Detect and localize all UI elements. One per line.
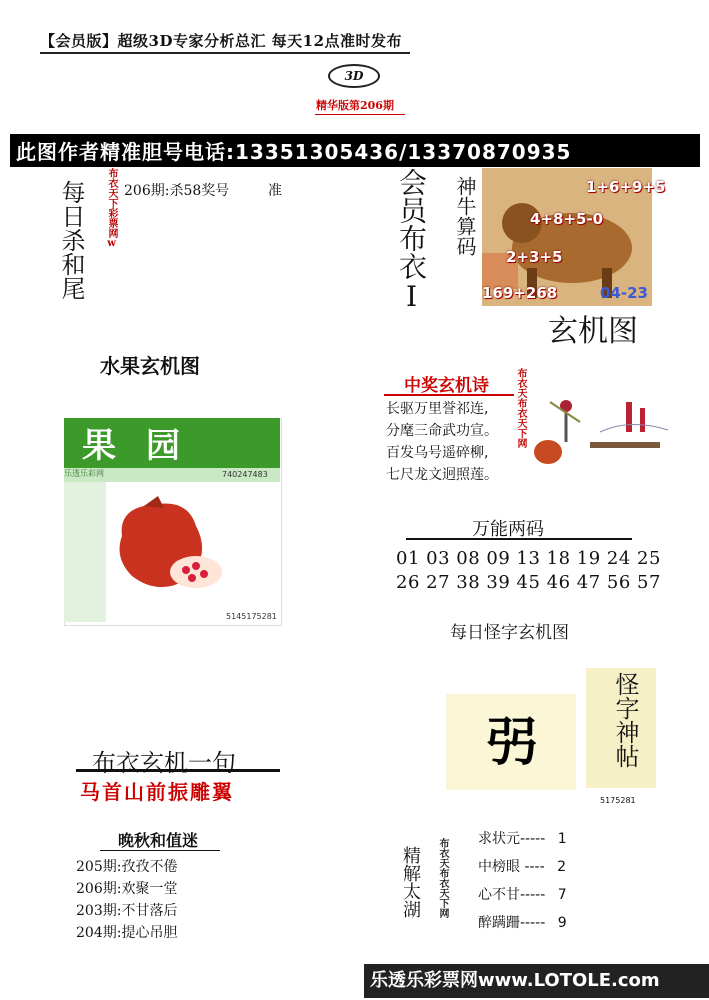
riddle-line: 206期:欢聚一堂 xyxy=(76,881,178,897)
weird-char-title: 每日怪字玄机图 xyxy=(450,623,569,643)
3d-logo: 3D xyxy=(328,64,380,88)
ox-formula-1: 1+6+9+5 xyxy=(586,178,666,196)
poem-title: 中奖玄机诗 xyxy=(404,376,489,396)
riddle-line: 204期:提心吊胆 xyxy=(76,925,178,941)
fruit-banner: 果园 xyxy=(82,426,210,466)
lake-row xyxy=(478,828,567,848)
codes-row: 01 03 08 09 13 18 19 24 25 xyxy=(396,548,661,569)
lake-site-label: 布衣天布衣天下网 xyxy=(437,838,448,918)
lake-row xyxy=(478,856,566,876)
poem-line: 百发乌号遥碎柳, xyxy=(386,445,489,461)
kill-tail-line: 206期:杀58奖号 xyxy=(124,183,230,199)
ox-formula-2: 4+8+5-0 xyxy=(530,210,604,228)
weird-glyph: 弜 xyxy=(486,712,539,773)
riddle-underline xyxy=(100,850,220,851)
phone-banner: 此图作者精准胆号电话:13351305436/13370870935 xyxy=(10,134,700,167)
fruit-title: 水果玄机图 xyxy=(100,354,200,378)
member-title: 会员布衣I xyxy=(395,168,428,313)
weird-side-text: 怪字神帖 xyxy=(611,672,639,768)
footer-watermark: 乐透乐彩票网www.LOTOLE.com xyxy=(364,964,709,998)
weird-code: 5175281 xyxy=(600,796,636,805)
xuanji-label: 玄机图 xyxy=(548,314,638,349)
page-header-title: 【会员版】超级3D专家分析总汇 每天12点准时发布 xyxy=(40,32,403,50)
kill-site-label: 布衣天下彩票网w xyxy=(106,168,117,249)
lake-title: 精解太湖 xyxy=(400,846,421,918)
issue-label: 精华版第206期 xyxy=(316,99,394,112)
archer-illustration xyxy=(530,382,670,472)
lake-row xyxy=(478,884,567,904)
fruit-code-bottom: 5145175281 xyxy=(226,612,277,621)
riddle-line: 203期:不甘落后 xyxy=(76,903,178,919)
poem-site-label: 布衣天布衣天下网 xyxy=(515,368,526,448)
kill-tail-title: 每日杀和尾 xyxy=(57,180,85,300)
poem-line: 分麾三命武功宣。 xyxy=(386,423,498,439)
riddle-title: 晚秋和值迷 xyxy=(118,831,199,850)
ox-formula-3: 2+3+5 xyxy=(506,248,563,266)
kill-tail-suffix: 准 xyxy=(268,183,282,199)
lake-row-label: 心不甘----- xyxy=(478,887,546,903)
riddle-line: 205期:孜孜不倦 xyxy=(76,859,178,875)
ox-formula-4: 169+268 xyxy=(482,284,558,302)
pomegranate-icon xyxy=(108,496,228,596)
lake-row-value: 9 xyxy=(557,915,567,931)
lake-row-value: 2 xyxy=(557,859,567,875)
lake-row-label: 醉蹒跚----- xyxy=(478,915,546,931)
buyi-title: 布衣玄机一句 xyxy=(92,749,236,777)
buyi-sentence: 马首山前振雕翼 xyxy=(80,780,234,804)
lake-row xyxy=(478,912,567,932)
fruit-strip: 乐透乐彩网 xyxy=(64,468,280,482)
poem-line: 七尺龙文迥照莲。 xyxy=(386,467,498,483)
header-divider xyxy=(40,52,410,54)
ox-image xyxy=(482,168,666,306)
poem-line: 长驱万里誉祁连, xyxy=(386,401,489,417)
lake-row-value: 1 xyxy=(557,831,567,847)
fruit-code-top: 740247483 xyxy=(222,470,268,479)
issue-underline xyxy=(315,114,405,115)
codes-row: 26 27 38 39 45 46 47 56 57 xyxy=(396,572,661,593)
ox-formula-5: 04-23 xyxy=(600,284,648,302)
codes-underline xyxy=(406,538,632,540)
buyi-underline xyxy=(76,769,280,772)
fruit-side-strip xyxy=(64,482,106,622)
lake-row-label: 求状元----- xyxy=(478,831,546,847)
codes-title: 万能两码 xyxy=(472,519,544,540)
lake-row-label: 中榜眼 ---- xyxy=(478,859,545,875)
lake-row-value: 7 xyxy=(557,887,567,903)
ox-title: 神牛算码 xyxy=(453,176,477,256)
poem-underline xyxy=(384,394,514,396)
